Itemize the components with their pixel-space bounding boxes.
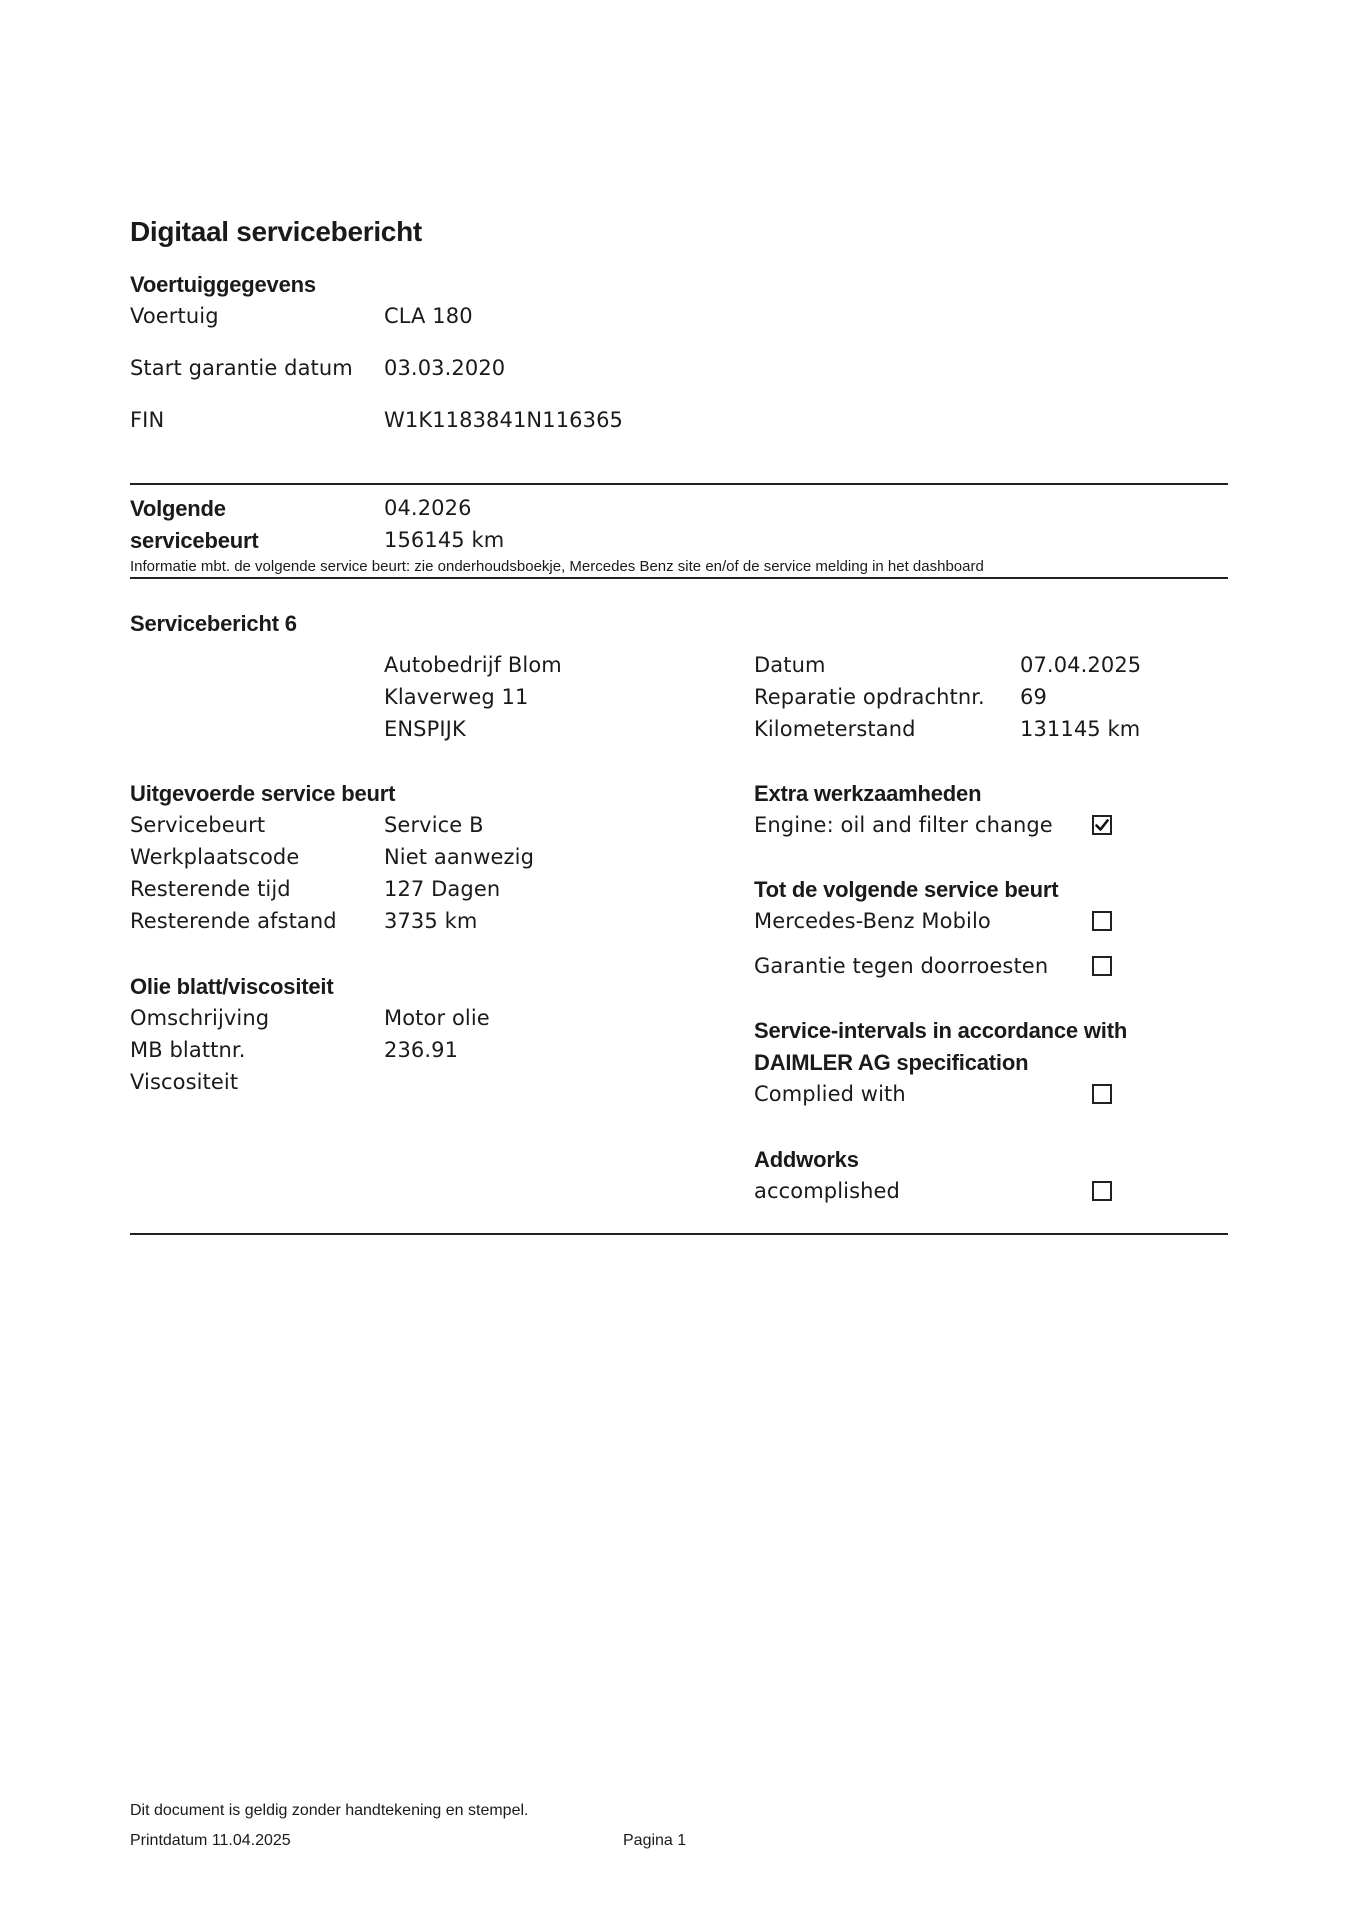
complied-with-checkbox[interactable] bbox=[1092, 1084, 1112, 1104]
workshop-code-label: Werkplaatscode bbox=[130, 845, 300, 869]
checkmark-icon bbox=[1094, 817, 1110, 833]
fin-value: W1K1183841N116365 bbox=[384, 408, 623, 432]
rust-warranty-checkbox[interactable] bbox=[1092, 956, 1112, 976]
service-type-value: Service B bbox=[384, 813, 484, 837]
complied-with-label: Complied with bbox=[754, 1082, 906, 1106]
remaining-distance-value: 3735 km bbox=[384, 909, 478, 933]
next-service-label-line2: servicebeurt bbox=[130, 528, 259, 553]
vehicle-value: CLA 180 bbox=[384, 304, 473, 328]
service-report-heading: Servicebericht 6 bbox=[130, 611, 297, 636]
order-number-value: 69 bbox=[1020, 685, 1047, 709]
oil-filter-change-checkbox[interactable] bbox=[1092, 815, 1112, 835]
viscosity-label: Viscositeit bbox=[130, 1070, 239, 1094]
mb-sheet-label: MB blattnr. bbox=[130, 1038, 246, 1062]
fin-label: FIN bbox=[130, 408, 165, 432]
rust-warranty-label: Garantie tegen doorroesten bbox=[754, 954, 1049, 978]
mobilo-label: Mercedes-Benz Mobilo bbox=[754, 909, 991, 933]
page-title: Digitaal servicebericht bbox=[130, 216, 422, 247]
mileage-value: 131145 km bbox=[1020, 717, 1141, 741]
oil-heading: Olie blatt/viscositeit bbox=[130, 974, 334, 999]
intervals-heading-line1: Service-intervals in accordance with bbox=[754, 1018, 1128, 1043]
until-next-heading: Tot de volgende service beurt bbox=[754, 877, 1059, 902]
mb-sheet-value: 236.91 bbox=[384, 1038, 459, 1062]
page-number: Pagina 1 bbox=[623, 1832, 687, 1849]
service-type-label: Servicebeurt bbox=[130, 813, 266, 837]
accomplished-label: accomplished bbox=[754, 1179, 900, 1203]
mobilo-checkbox[interactable] bbox=[1092, 911, 1112, 931]
divider-next-service bbox=[130, 577, 1228, 579]
order-number-label: Reparatie opdrachtnr. bbox=[754, 685, 985, 709]
divider-bottom bbox=[130, 1233, 1228, 1235]
mileage-label: Kilometerstand bbox=[754, 717, 916, 741]
validity-note: Dit document is geldig zonder handtekening en stempel. bbox=[130, 1802, 529, 1819]
oil-description-value: Motor olie bbox=[384, 1006, 490, 1030]
dealer-name: Autobedrijf Blom bbox=[384, 653, 562, 677]
next-service-label-line1: Volgende bbox=[130, 496, 226, 521]
next-service-date: 04.2026 bbox=[384, 496, 472, 520]
next-service-info: Informatie mbt. de volgende service beurt: zie onderhoudsboekje, Mercedes Benz site en/of de service melding in het dashboard bbox=[130, 558, 984, 575]
addworks-heading: Addworks bbox=[754, 1147, 859, 1172]
vehicle-heading: Voertuiggegevens bbox=[130, 272, 316, 297]
performed-heading: Uitgevoerde service beurt bbox=[130, 781, 396, 806]
intervals-heading-line2: DAIMLER AG specification bbox=[754, 1050, 1029, 1075]
warranty-start-value: 03.03.2020 bbox=[384, 356, 506, 380]
date-value: 07.04.2025 bbox=[1020, 653, 1142, 677]
accomplished-checkbox[interactable] bbox=[1092, 1181, 1112, 1201]
vehicle-label: Voertuig bbox=[130, 304, 219, 328]
date-label: Datum bbox=[754, 653, 826, 677]
next-service-km: 156145 km bbox=[384, 528, 505, 552]
oil-filter-change-label: Engine: oil and filter change bbox=[754, 813, 1053, 837]
remaining-distance-label: Resterende afstand bbox=[130, 909, 337, 933]
warranty-start-label: Start garantie datum bbox=[130, 356, 353, 380]
remaining-time-value: 127 Dagen bbox=[384, 877, 501, 901]
divider-top bbox=[130, 483, 1228, 485]
dealer-street: Klaverweg 11 bbox=[384, 685, 529, 709]
print-date: Printdatum 11.04.2025 bbox=[130, 1832, 291, 1849]
extra-work-heading: Extra werkzaamheden bbox=[754, 781, 982, 806]
dealer-city: ENSPIJK bbox=[384, 717, 466, 741]
remaining-time-label: Resterende tijd bbox=[130, 877, 291, 901]
oil-description-label: Omschrijving bbox=[130, 1006, 270, 1030]
workshop-code-value: Niet aanwezig bbox=[384, 845, 535, 869]
